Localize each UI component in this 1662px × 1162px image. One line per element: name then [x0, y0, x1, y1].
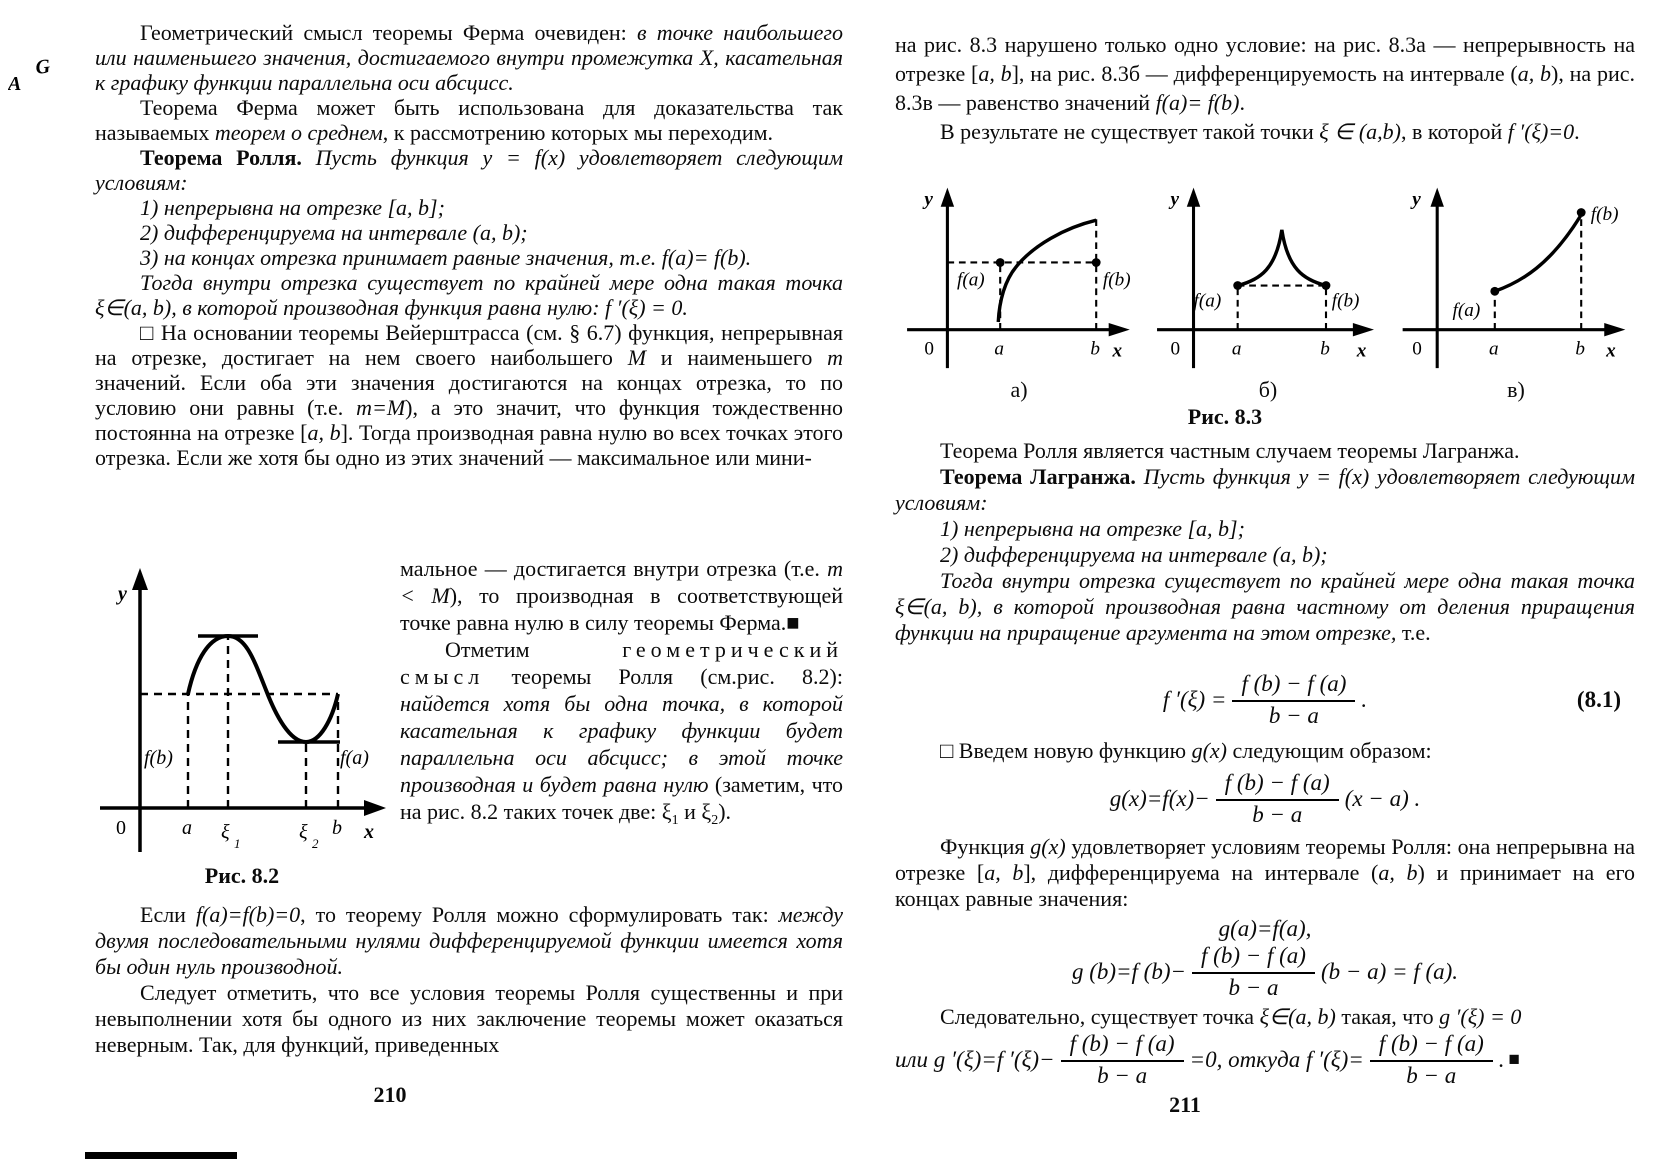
fig83a-fb-label: f(b): [1102, 269, 1131, 291]
fig82-a-label: a: [182, 817, 192, 839]
figure-8-3b: [1145, 178, 1391, 403]
figure-8-3b-plot: [1145, 178, 1387, 370]
lagrange-condition-1: 1) непрерывна на отрезке [a, b];: [940, 516, 1245, 541]
eq81-end: .: [1361, 687, 1368, 712]
fig83a-a-label: a: [994, 338, 1005, 360]
equation-final-derivation: [895, 1032, 1635, 1088]
equation-ga: g(a)=f(a),: [1218, 916, 1312, 941]
fig82-origin-label: 0: [116, 817, 126, 839]
eq81-fraction: $\frac{f (b) - f (a)}{b - a}$: [1232, 671, 1355, 729]
left-page-bottom-text: [95, 902, 843, 1058]
rolle-condition-3: 3) на концах отрезка принимает равные значения, т.е. f(a)= f(b).: [140, 245, 752, 270]
logo-letter-a: A: [8, 73, 22, 95]
figure-8-3a-plot: [893, 178, 1141, 370]
final-eq-part1: или g ′(ξ)=f ′(ξ)−: [895, 1047, 1055, 1072]
fig82-xi1-sub: 1: [234, 836, 241, 851]
fig82-xi2-label: ξ: [299, 821, 308, 843]
qed-square: ■: [1508, 1049, 1520, 1070]
figure-8-3-caption: Рис. 8.3: [1187, 404, 1263, 429]
paragraph-rolle-theorem: Теорема Ролля. Пусть функция y = f(x) удовлетворяет следующим условиям:: [95, 145, 843, 195]
paragraph-weierstrass-proof: □ На основании теоремы Вейерштрасса (см. § 6.7) функция, непрерывная на отрезке, достигает на нем своего наибольшего M и наименьшего m значений. Если оба эти значения достигаются на концах отрезка, то по условию они равны (т.е. m=M), а это значит, что функция тождественно постоянна на отрезке [a, b]. Тогда производная равна нулю во всех точках этого отрезка. Если же хотя бы одно из этих значений — максимальное или мини-: [95, 320, 843, 470]
fig83b-y-label: y: [1170, 188, 1180, 210]
figure-8-3a: [893, 178, 1145, 403]
fig83v-y-label: y: [1412, 188, 1421, 210]
fig82-xi2-sub: 2: [312, 836, 319, 851]
fig83v-a-label: a: [1489, 338, 1499, 360]
publisher-logo-icon: [8, 6, 92, 98]
right-page-middle-text: [895, 438, 1635, 646]
figure-8-2-caption: Рис. 8.2: [204, 863, 280, 888]
rolle-condition-1: 1) непрерывна на отрезке [a, b];: [140, 195, 445, 220]
fig83b-x-label: x: [1356, 340, 1367, 362]
paragraph-rolle-special-case: Теорема Ролля является частным случаем теоремы Лагранжа.: [940, 438, 1520, 463]
rolle-conclusion: Тогда внутри отрезка существует по крайней мере одна такая точка ξ∈(a, b), в которой производная функция равна нулю: f ′(ξ) = 0.: [95, 270, 843, 320]
figure-8-3b-caption: б): [1258, 377, 1278, 402]
fig83b-b-label: b: [1320, 338, 1330, 360]
paragraph-fig83-violations: на рис. 8.3 нарушено только одно условие: на рис. 8.3а — непрерывность на отрезке [a, b], на рис. 8.3б — дифференцируемость на интервале (a, b), на рис. 8.3в — равенство значений f(a)= f(b).: [895, 32, 1635, 115]
final-eq-end: .: [1498, 1047, 1505, 1072]
figure-8-3a-caption: а): [1010, 377, 1028, 402]
fig83a-fa-label: f(a): [957, 269, 985, 291]
fig83a-b-label: b: [1090, 338, 1101, 360]
paragraph-rolle-zeros: Если f(a)=f(b)=0, то теорему Ролля можно сформулировать так: между двумя последовательными нулями дифференцируемой функции имеется хотя бы один нуль производной.: [95, 902, 843, 979]
right-page-top-text: [895, 30, 1635, 146]
fig82-x-label: x: [364, 821, 374, 843]
paragraph-introduce-g: □ Введем новую функцию g(x) следующим образом:: [940, 738, 1432, 763]
eqgb-fraction: $\frac{f (b) - f (a)}{b - a}$: [1192, 943, 1315, 1001]
scan-artifact-bar: [85, 1152, 237, 1159]
eqgb-lhs: g (b)=f (b)−: [1071, 959, 1187, 984]
publisher-logo: [8, 6, 92, 103]
fig83a-origin-label: 0: [924, 338, 934, 360]
fig83a-x-label: x: [1112, 340, 1123, 362]
equation-g-definition: [895, 770, 1635, 828]
figure-8-3v-caption: в): [1507, 377, 1525, 402]
eq81-tag: (8.1): [1576, 687, 1621, 712]
figure-8-3: [893, 178, 1643, 403]
fig83v-b-label: b: [1575, 338, 1586, 360]
left-page-wrap-text: [400, 555, 843, 834]
eqg-fraction: $\frac{f (b) - f (a)}{b - a}$: [1216, 770, 1339, 828]
fig83v-x-label: x: [1606, 340, 1616, 362]
final-eq-fraction-1: $\frac{f (b) - f (a)}{b - a}$: [1061, 1031, 1184, 1089]
paragraph-fermat-geometric: Геометрический смысл теоремы Ферма очевиден: в точке наибольшего или наименьшего значения, достигаемого внутри промежутка X, касательная к графику функции параллельна оси абсцисс.: [95, 20, 843, 95]
fig83b-a-label: a: [1231, 338, 1242, 360]
fig83b-fa-label: f(a): [1193, 290, 1222, 312]
fig83v-origin-label: 0: [1412, 338, 1422, 360]
paragraph-no-such-point: В результате не существует такой точки ξ ∈ (a,b), в которой f ′(ξ)=0.: [940, 119, 1580, 144]
fig83v-fb-label: f(b): [1590, 204, 1619, 226]
fig82-fa-label: f(a): [340, 747, 369, 769]
rolle-condition-2: 2) дифференцируема на интервале (a, b);: [140, 220, 528, 245]
fig82-xi1-label: ξ: [221, 821, 230, 843]
eq81-lhs: f ′(ξ) =: [1162, 687, 1227, 712]
logo-letter-g: G: [34, 55, 52, 79]
eqg-lhs: g(x)=f(x)−: [1109, 786, 1210, 811]
paragraph-weierstrass-continuation: мальное — достигается внутри отрезка (т.е. m < M), то производная в соответствующей точке равна нулю в силу теоремы Ферма.■: [400, 556, 844, 635]
paragraph-g-satisfies-rolle: Функция g(x) удовлетворяет условиям теоремы Ролля: она непрерывна на отрезке [a, b], дифференцируема на интервале (a, b) и принимает на его концах равные значения:: [895, 834, 1635, 911]
lagrange-condition-2: 2) дифференцируема на интервале (a, b);: [940, 542, 1328, 567]
fig83a-y-label: y: [924, 188, 933, 210]
final-eq-fraction-2: $\frac{f (b) - f (a)}{b - a}$: [1370, 1031, 1493, 1089]
fig82-y-label: y: [118, 583, 127, 605]
left-page-top-text: [95, 20, 843, 470]
fig82-fb-label: f(b): [144, 747, 173, 769]
eqgb-end: (b − a) = f (a).: [1320, 959, 1459, 984]
figure-8-2: [88, 556, 396, 889]
fig82-b-label: b: [332, 817, 342, 839]
lagrange-conclusion: Тогда внутри отрезка существует по крайней мере одна такая точка ξ∈(a, b), в которой производная равна частному от деления приращения функции на приращение аргумента на этом отрезке, т.е.: [895, 568, 1635, 645]
paragraph-rolle-geometric: Отметим геометрический смысл теоремы Ролля (см.рис. 8.2): найдется хотя бы одна точка, в которой касательная к графику функции будет параллельна оси абсцисс; в этой точке производная и будет равна нулю (заметим, что на рис. 8.2 таких точек две: $\xi_1$ и $\xi_2$).: [400, 637, 843, 828]
fig83v-fa-label: f(a): [1452, 300, 1481, 322]
figure-8-2-plot: [88, 556, 396, 858]
figure-8-3v: [1391, 178, 1641, 403]
paragraph-lagrange-theorem: Теорема Лагранжа. Пусть функция y = f(x) удовлетворяет следующим условиям:: [895, 464, 1635, 515]
page-number-211: 211: [1169, 1092, 1201, 1117]
fig83b-fb-label: f(b): [1331, 290, 1360, 312]
eqg-end: (x − a) .: [1344, 786, 1421, 811]
paragraph-conditions-essential: Следует отметить, что все условия теоремы Ролля существенны и при невыполнении хотя бы одного из них заключение теоремы может оказаться неверным. Так, для функций, приведенных: [95, 980, 843, 1057]
paragraph-fermat-use: Теорема Ферма может быть использована для доказательства так называемых теорем о среднем, к рассмотрению которых мы переходим.: [95, 95, 843, 145]
equation-8-1: [895, 672, 1635, 728]
page-number-210: 210: [373, 1082, 407, 1107]
paragraph-consequently: Следовательно, существует точка ξ∈(a, b) такая, что g ′(ξ) = 0: [940, 1004, 1522, 1029]
equation-gb: [895, 944, 1635, 1000]
final-eq-part2: =0, откуда f ′(ξ)=: [1189, 1047, 1364, 1072]
figure-8-3v-plot: [1391, 178, 1637, 370]
fig83b-origin-label: 0: [1170, 338, 1181, 360]
